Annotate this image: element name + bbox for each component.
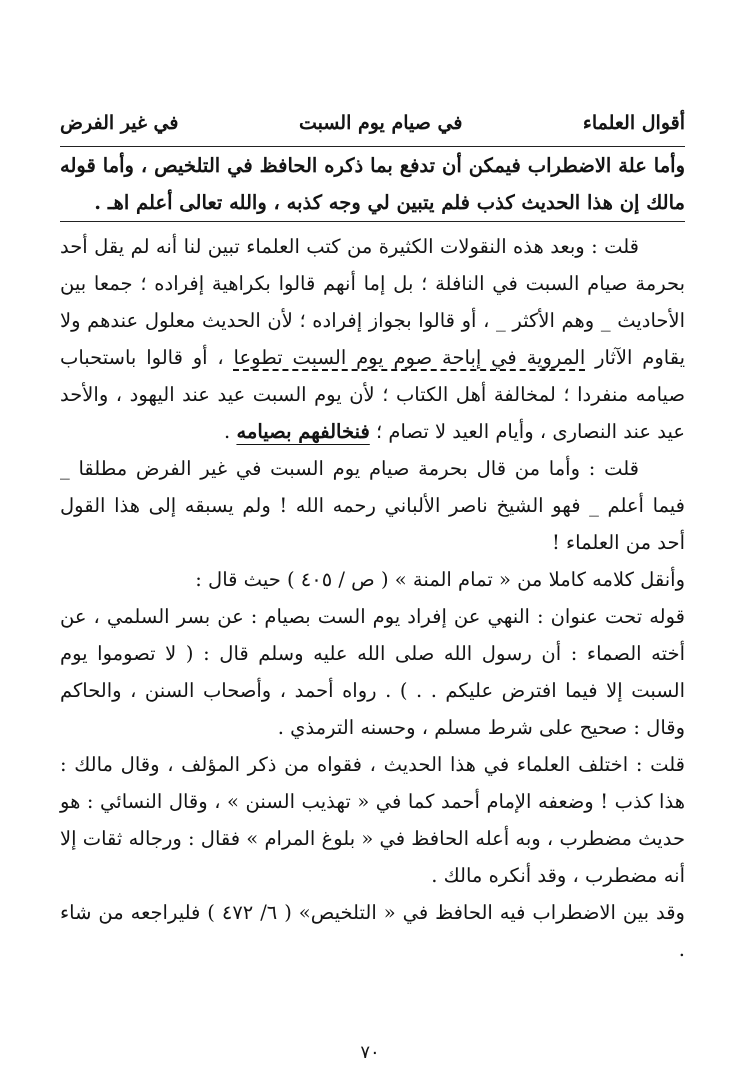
paragraph-talkhis-reference: وقد بين الاضطراب فيه الحافظ في « التلخيص» ( ٦/ ٤٧٢ ) فليراجعه من شاء . [60, 901, 685, 961]
paragraph-quote-intro: وأنقل كلامه كاملا من « تمام المنة » ( ص / ٤٠٥ ) حيث قال : [195, 568, 685, 591]
header-right-title: أقوال العلماء [582, 112, 685, 134]
summary-text-2: ، أو قالوا باستحباب صيامه منفردا ؛ لمخالفة أهل الكتاب ؛ لأن يوم السبت عيد عند اليهود ، والأحد عيد عند النصارى ، وأيام العيد لا تصام ؛ [60, 346, 685, 443]
book-page [60, 112, 685, 968]
running-header [60, 112, 685, 147]
summary-underlined-phrase: المروية في إباحة صوم يوم السبت تطوعا [233, 346, 586, 369]
summary-underlined-phrase-2: فنخالفهم بصيامه [236, 420, 370, 443]
summary-text-1: قلت : وبعد هذه النقولات الكثيرة من كتب العلماء تبين لنا أنه لم يقل أحد بحرمة صيام السبت في النافلة ؛ بل إما أنهم قالوا بكراهية إفراده ؛ جمعا بين الأحاديث _ وهم الأكثر _ ، أو قالوا بجواز إفراده ؛ لأن الحديث معلول عندهم ولا يقاوم الآثار [60, 235, 686, 369]
header-center-title: في صيام يوم السبت [298, 112, 463, 134]
paragraph-albani-opinion: قلت : وأما من قال بحرمة صيام يوم السبت في غير الفرض مطلقا _ فيما أعلم _ فهو الشيخ ناصر الألباني رحمه الله ! ولم يسبقه إلى هذا القول أحد من العلماء ! [60, 457, 685, 554]
header-left-title: في غير الفرض [60, 112, 179, 134]
paragraph-scholar-differences: قلت : اختلف العلماء في هذا الحديث ، فقواه من ذكر المؤلف ، وقال مالك : هذا كذب ! وضعفه الإمام أحمد كما في « تهذيب السنن » ، وقال النسائي : هو حديث مضطرب ، وبه أعله الحافظ في « بلوغ المرام » فقال : ورجاله ثقات إلا أنه مضطرب ، وقد أنكره مالك . [60, 753, 685, 887]
paragraph-hadith-text: قوله تحت عنوان : النهي عن إفراد يوم الست بصيام : عن بسر السلمي ، عن أخته الصماء : أن رسول الله صلى الله عليه وسلم قال : ( لا تصوموا يوم السبت إلا فيما افترض عليكم . . ) . رواه أحمد ، وأصحاب السنن ، والحاكم وقال : صحيح على شرط مسلم ، وحسنه الترمذي . [60, 605, 685, 739]
summary-text-end: . [224, 420, 237, 443]
paragraph-summary [60, 228, 685, 450]
quoted-conclusion-paragraph: وأما علة الاضطراب فيمكن أن تدفع بما ذكره الحافظ في التلخيص ، وأما قوله مالك إن هذا الحديث كذب فلم يتبين لي وجه كذبه ، والله تعالى أعلم اهـ . [60, 147, 685, 222]
page-number: ٧٠ [360, 1042, 380, 1063]
